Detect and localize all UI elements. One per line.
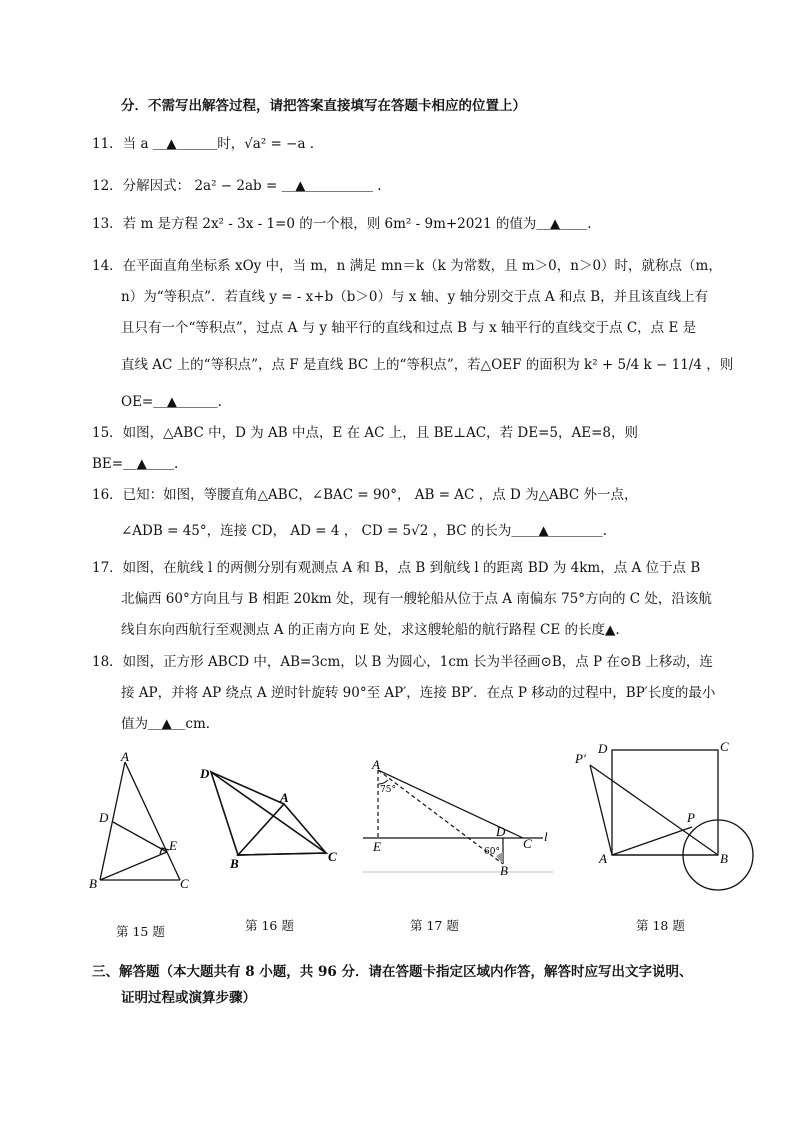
question-11: 11．当 a ＿▲＿＿＿时，√a² = −a .: [92, 136, 315, 152]
label-e: E: [373, 839, 381, 854]
label-p: P: [687, 810, 695, 825]
angle-60: 60°: [484, 847, 500, 857]
section-2-tail: 分．不需写出解答过程，请把答案直接填写在答题卡相应的位置上）: [121, 98, 526, 114]
label-d: D: [99, 810, 109, 825]
question-13: 13．若 m 是方程 2x² - 3x - 1=0 的一个根，则 6m² - 9m+2021 的值为＿▲＿＿.: [92, 216, 592, 232]
label-a: A: [372, 757, 380, 772]
figure-16-caption: 第 16 题: [245, 918, 294, 933]
label-d: D: [496, 824, 506, 839]
question-14-line-1: 14．在平面直角坐标系 xOy 中，当 m，n 满足 mn＝k（k 为常数，且 m＞0，n＞0）时，就称点（m，: [92, 258, 722, 274]
label-c: C: [328, 849, 337, 864]
label-b: B: [89, 876, 97, 891]
section-3-heading: 三、解答题（本大题共有 8 小题，共 96 分．请在答题卡指定区域内作答，解答时应写出文字说明、: [92, 964, 693, 980]
label-c: C: [180, 876, 189, 891]
question-18-line-3: 值为＿▲＿cm．: [121, 716, 220, 732]
label-b: B: [720, 851, 728, 866]
label-a: A: [599, 851, 607, 866]
question-14-line-2: n）为“等积点”．若直线 y = - x+b（b＞0）与 x 轴、y 轴分别交于点 A 和点 B，并且该直线上有: [121, 289, 709, 305]
label-c: C: [720, 739, 729, 754]
question-14-line-3: 且只有一个“等积点”，过点 A 与 y 轴平行的直线和过点 B 与 x 轴平行的直线交于点 C，点 E 是: [121, 320, 697, 336]
label-b: B: [230, 856, 239, 871]
label-d: D: [598, 741, 608, 756]
question-14-line-4: 直线 AC 上的“等积点”，点 F 是直线 BC 上的“等积点”，若△OEF 的面积为 k² + 5/4 k − 11/4 ，则: [121, 357, 734, 373]
figure-15: [85, 750, 195, 895]
question-17-line-1: 17．如图，在航线 l 的两侧分别有观测点 A 和 B，点 B 到航线 l 的距离 BD 为 4km，点 A 位于点 B: [92, 560, 701, 576]
figure-16: [196, 760, 346, 875]
question-17-line-3: 线自东向西航行至观测点 A 的正南方向 E 处，求这艘轮船的航行路程 CE 的长度▲.: [121, 622, 620, 638]
question-18-line-2: 接 AP，并将 AP 绕点 A 逆时针旋转 90°至 AP′，连接 BP′．在点 P 移动的过程中，BP′长度的最小: [121, 685, 716, 701]
question-14-line-5: OE=＿▲＿＿＿.: [121, 394, 222, 410]
label-p-prime: P′: [575, 751, 586, 766]
question-16-line-2: ∠ADB = 45°，连接 CD， AD = 4 ， CD = 5√2 ，BC 的长为＿＿▲＿＿＿＿.: [121, 523, 608, 539]
question-18-line-1: 18．如图，正方形 ABCD 中，AB=3cm，以 B 为圆心，1cm 长为半径画⊙B，点 P 在⊙B 上移动，连: [92, 654, 713, 670]
figure-17-caption: 第 17 题: [410, 918, 459, 933]
label-b: B: [500, 863, 508, 878]
figure-18: [568, 735, 768, 895]
question-17-line-2: 北偏西 60°方向且与 B 相距 20km 处，现有一艘轮船从位于点 A 南偏东 75°方向的 C 处，沿该航: [121, 591, 712, 607]
angle-75: 75°: [380, 785, 396, 795]
question-15-line-2: BE=＿▲＿＿.: [92, 456, 179, 472]
label-d: D: [200, 766, 210, 781]
label-e: E: [169, 838, 177, 853]
figure-15-caption: 第 15 题: [116, 924, 165, 939]
label-c: C: [523, 836, 532, 851]
figure-17: [358, 752, 558, 882]
label-l: l: [544, 829, 548, 844]
question-16-line-1: 16．已知：如图，等腰直角△ABC，∠BAC = 90°， AB = AC ，点 D 为△ABC 外一点，: [92, 487, 638, 503]
label-a: A: [280, 790, 289, 805]
question-15-line-1: 15．如图，△ABC 中，D 为 AB 中点，E 在 AC 上，且 BE⊥AC，若 DE=5，AE=8，则: [92, 425, 638, 441]
figure-18-caption: 第 18 题: [636, 918, 685, 933]
label-a: A: [121, 750, 129, 764]
section-3-heading-cont: 证明过程或演算步骤）: [121, 990, 256, 1006]
question-12: 12．分解因式： 2a² − 2ab = ＿▲＿＿＿＿＿ .: [92, 178, 382, 194]
